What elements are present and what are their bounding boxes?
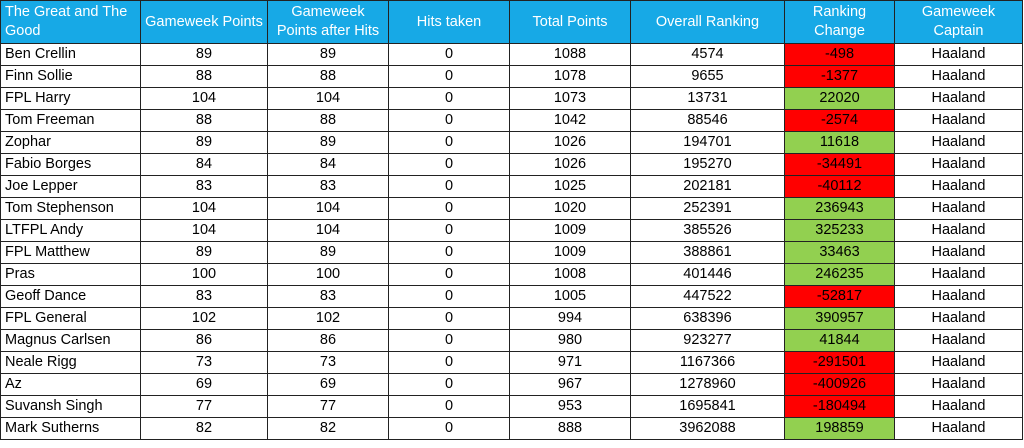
hits-taken-cell: 0 <box>389 396 510 418</box>
table-row <box>1 44 1023 66</box>
overall-ranking-cell: 923277 <box>631 330 785 352</box>
hits-taken-cell: 0 <box>389 308 510 330</box>
gameweek-points-cell: 102 <box>141 308 268 330</box>
header-overall-ranking: Overall Ranking <box>631 1 785 44</box>
gameweek-points-cell: 73 <box>141 352 268 374</box>
hits-taken-cell: 0 <box>389 286 510 308</box>
captain-cell: Haaland <box>895 44 1023 66</box>
overall-ranking-cell: 388861 <box>631 242 785 264</box>
total-points-cell: 1025 <box>510 176 631 198</box>
points-after-hits-cell: 69 <box>268 374 389 396</box>
captain-cell: Haaland <box>895 176 1023 198</box>
captain-cell: Haaland <box>895 374 1023 396</box>
manager-name-cell: FPL General <box>1 308 141 330</box>
hits-taken-cell: 0 <box>389 242 510 264</box>
ranking-change-cell: -40112 <box>785 176 895 198</box>
manager-name-cell: Zophar <box>1 132 141 154</box>
points-after-hits-cell: 83 <box>268 176 389 198</box>
header-hits-taken: Hits taken <box>389 1 510 44</box>
ranking-change-cell: 198859 <box>785 418 895 440</box>
gameweek-points-cell: 104 <box>141 198 268 220</box>
points-after-hits-cell: 100 <box>268 264 389 286</box>
manager-name-cell: Az <box>1 374 141 396</box>
ranking-change-cell: -52817 <box>785 286 895 308</box>
total-points-cell: 1088 <box>510 44 631 66</box>
hits-taken-cell: 0 <box>389 220 510 242</box>
gameweek-points-cell: 82 <box>141 418 268 440</box>
manager-name-cell: Joe Lepper <box>1 176 141 198</box>
hits-taken-cell: 0 <box>389 110 510 132</box>
table-row <box>1 220 1023 242</box>
captain-cell: Haaland <box>895 264 1023 286</box>
ranking-change-cell: 236943 <box>785 198 895 220</box>
hits-taken-cell: 0 <box>389 44 510 66</box>
overall-ranking-cell: 13731 <box>631 88 785 110</box>
total-points-cell: 1026 <box>510 132 631 154</box>
table-row <box>1 242 1023 264</box>
gameweek-points-cell: 69 <box>141 374 268 396</box>
overall-ranking-cell: 638396 <box>631 308 785 330</box>
hits-taken-cell: 0 <box>389 66 510 88</box>
gameweek-points-cell: 88 <box>141 110 268 132</box>
points-after-hits-cell: 104 <box>268 220 389 242</box>
captain-cell: Haaland <box>895 154 1023 176</box>
ranking-change-cell: 325233 <box>785 220 895 242</box>
captain-cell: Haaland <box>895 88 1023 110</box>
table-row <box>1 132 1023 154</box>
overall-ranking-cell: 9655 <box>631 66 785 88</box>
manager-name-cell: Ben Crellin <box>1 44 141 66</box>
hits-taken-cell: 0 <box>389 352 510 374</box>
table-row <box>1 396 1023 418</box>
table-row <box>1 330 1023 352</box>
captain-cell: Haaland <box>895 110 1023 132</box>
header-row <box>1 1 1023 44</box>
ranking-change-cell: 33463 <box>785 242 895 264</box>
points-after-hits-cell: 73 <box>268 352 389 374</box>
gameweek-points-cell: 89 <box>141 242 268 264</box>
header-gameweek-captain: Gameweek Captain <box>895 1 1023 44</box>
table-row <box>1 176 1023 198</box>
gameweek-points-cell: 89 <box>141 132 268 154</box>
points-after-hits-cell: 89 <box>268 44 389 66</box>
header-points-after-hits: Gameweek Points after Hits <box>268 1 389 44</box>
overall-ranking-cell: 4574 <box>631 44 785 66</box>
total-points-cell: 1020 <box>510 198 631 220</box>
table-row <box>1 88 1023 110</box>
header-ranking-change: Ranking Change <box>785 1 895 44</box>
total-points-cell: 994 <box>510 308 631 330</box>
overall-ranking-cell: 1278960 <box>631 374 785 396</box>
header-manager: The Great and The Good <box>1 1 141 44</box>
overall-ranking-cell: 194701 <box>631 132 785 154</box>
table-row <box>1 308 1023 330</box>
ranking-change-cell: 246235 <box>785 264 895 286</box>
gameweek-points-cell: 77 <box>141 396 268 418</box>
hits-taken-cell: 0 <box>389 330 510 352</box>
gameweek-points-cell: 88 <box>141 66 268 88</box>
ranking-change-cell: 41844 <box>785 330 895 352</box>
points-after-hits-cell: 104 <box>268 88 389 110</box>
gameweek-points-cell: 83 <box>141 176 268 198</box>
captain-cell: Haaland <box>895 132 1023 154</box>
hits-taken-cell: 0 <box>389 176 510 198</box>
table-row <box>1 374 1023 396</box>
header-gameweek-points: Gameweek Points <box>141 1 268 44</box>
table-row <box>1 154 1023 176</box>
ranking-change-cell: -291501 <box>785 352 895 374</box>
hits-taken-cell: 0 <box>389 132 510 154</box>
manager-name-cell: Suvansh Singh <box>1 396 141 418</box>
total-points-cell: 953 <box>510 396 631 418</box>
hits-taken-cell: 0 <box>389 154 510 176</box>
ranking-change-cell: -400926 <box>785 374 895 396</box>
overall-ranking-cell: 3962088 <box>631 418 785 440</box>
manager-name-cell: FPL Matthew <box>1 242 141 264</box>
manager-name-cell: Magnus Carlsen <box>1 330 141 352</box>
ranking-change-cell: -498 <box>785 44 895 66</box>
ranking-change-cell: -180494 <box>785 396 895 418</box>
overall-ranking-cell: 401446 <box>631 264 785 286</box>
total-points-cell: 1009 <box>510 242 631 264</box>
captain-cell: Haaland <box>895 66 1023 88</box>
total-points-cell: 1042 <box>510 110 631 132</box>
ranking-change-cell: -34491 <box>785 154 895 176</box>
overall-ranking-cell: 385526 <box>631 220 785 242</box>
overall-ranking-cell: 1695841 <box>631 396 785 418</box>
table-row <box>1 110 1023 132</box>
points-after-hits-cell: 89 <box>268 242 389 264</box>
total-points-cell: 888 <box>510 418 631 440</box>
gameweek-points-cell: 83 <box>141 286 268 308</box>
points-after-hits-cell: 82 <box>268 418 389 440</box>
ranking-change-cell: 11618 <box>785 132 895 154</box>
manager-name-cell: Geoff Dance <box>1 286 141 308</box>
table-row <box>1 198 1023 220</box>
overall-ranking-cell: 202181 <box>631 176 785 198</box>
manager-name-cell: Finn Sollie <box>1 66 141 88</box>
total-points-cell: 967 <box>510 374 631 396</box>
overall-ranking-cell: 1167366 <box>631 352 785 374</box>
total-points-cell: 1026 <box>510 154 631 176</box>
overall-ranking-cell: 252391 <box>631 198 785 220</box>
points-after-hits-cell: 88 <box>268 110 389 132</box>
table-row <box>1 352 1023 374</box>
overall-ranking-cell: 88546 <box>631 110 785 132</box>
captain-cell: Haaland <box>895 396 1023 418</box>
table-header <box>1 1 1023 44</box>
points-after-hits-cell: 88 <box>268 66 389 88</box>
ranking-change-cell: 390957 <box>785 308 895 330</box>
ranking-change-cell: -1377 <box>785 66 895 88</box>
total-points-cell: 1073 <box>510 88 631 110</box>
gameweek-points-cell: 100 <box>141 264 268 286</box>
manager-name-cell: Neale Rigg <box>1 352 141 374</box>
captain-cell: Haaland <box>895 286 1023 308</box>
table-row <box>1 418 1023 440</box>
ranking-change-cell: -2574 <box>785 110 895 132</box>
points-after-hits-cell: 86 <box>268 330 389 352</box>
gameweek-points-cell: 86 <box>141 330 268 352</box>
captain-cell: Haaland <box>895 352 1023 374</box>
total-points-cell: 1008 <box>510 264 631 286</box>
table-body <box>1 44 1023 440</box>
total-points-cell: 1005 <box>510 286 631 308</box>
hits-taken-cell: 0 <box>389 418 510 440</box>
table-row <box>1 286 1023 308</box>
total-points-cell: 971 <box>510 352 631 374</box>
captain-cell: Haaland <box>895 418 1023 440</box>
table-row <box>1 264 1023 286</box>
total-points-cell: 980 <box>510 330 631 352</box>
hits-taken-cell: 0 <box>389 374 510 396</box>
total-points-cell: 1078 <box>510 66 631 88</box>
gameweek-points-cell: 89 <box>141 44 268 66</box>
overall-ranking-cell: 195270 <box>631 154 785 176</box>
manager-name-cell: Fabio Borges <box>1 154 141 176</box>
ranking-change-cell: 22020 <box>785 88 895 110</box>
overall-ranking-cell: 447522 <box>631 286 785 308</box>
manager-name-cell: LTFPL Andy <box>1 220 141 242</box>
captain-cell: Haaland <box>895 308 1023 330</box>
manager-name-cell: Mark Sutherns <box>1 418 141 440</box>
hits-taken-cell: 0 <box>389 264 510 286</box>
points-after-hits-cell: 83 <box>268 286 389 308</box>
points-after-hits-cell: 89 <box>268 132 389 154</box>
gameweek-points-cell: 104 <box>141 220 268 242</box>
manager-name-cell: Pras <box>1 264 141 286</box>
points-after-hits-cell: 77 <box>268 396 389 418</box>
points-after-hits-cell: 104 <box>268 198 389 220</box>
gameweek-points-cell: 84 <box>141 154 268 176</box>
points-after-hits-cell: 102 <box>268 308 389 330</box>
captain-cell: Haaland <box>895 330 1023 352</box>
hits-taken-cell: 0 <box>389 198 510 220</box>
manager-name-cell: FPL Harry <box>1 88 141 110</box>
captain-cell: Haaland <box>895 242 1023 264</box>
captain-cell: Haaland <box>895 220 1023 242</box>
gameweek-points-cell: 104 <box>141 88 268 110</box>
header-total-points: Total Points <box>510 1 631 44</box>
table-row <box>1 66 1023 88</box>
captain-cell: Haaland <box>895 198 1023 220</box>
points-after-hits-cell: 84 <box>268 154 389 176</box>
total-points-cell: 1009 <box>510 220 631 242</box>
manager-name-cell: Tom Stephenson <box>1 198 141 220</box>
hits-taken-cell: 0 <box>389 88 510 110</box>
manager-name-cell: Tom Freeman <box>1 110 141 132</box>
